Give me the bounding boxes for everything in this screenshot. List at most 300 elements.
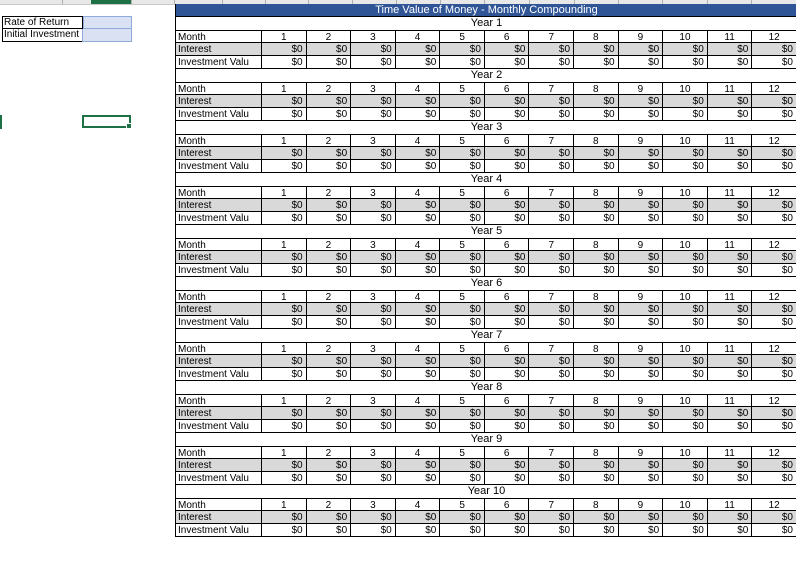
month-number-cell[interactable]: 12 bbox=[752, 342, 796, 355]
investment-value-cell[interactable]: $0 bbox=[262, 472, 307, 485]
investment-value-cell[interactable]: $0 bbox=[663, 212, 708, 225]
interest-cell[interactable]: $0 bbox=[574, 199, 619, 212]
interest-cell[interactable]: $0 bbox=[574, 303, 619, 316]
month-number-cell[interactable]: 2 bbox=[307, 134, 352, 147]
investment-value-cell[interactable]: $0 bbox=[351, 524, 396, 537]
investment-value-cell[interactable]: $0 bbox=[663, 316, 708, 329]
interest-cell[interactable]: $0 bbox=[351, 251, 396, 264]
month-number-cell[interactable]: 12 bbox=[752, 498, 796, 511]
investment-value-cell[interactable]: $0 bbox=[574, 368, 619, 381]
interest-cell[interactable]: $0 bbox=[663, 43, 708, 56]
interest-row-label[interactable]: Interest bbox=[176, 303, 262, 316]
investment-value-cell[interactable]: $0 bbox=[351, 316, 396, 329]
month-number-cell[interactable]: 1 bbox=[262, 30, 307, 43]
month-number-cell[interactable]: 12 bbox=[752, 30, 796, 43]
investment-value-cell[interactable]: $0 bbox=[307, 524, 352, 537]
month-number-cell[interactable]: 8 bbox=[574, 30, 619, 43]
interest-cell[interactable]: $0 bbox=[262, 95, 307, 108]
interest-cell[interactable]: $0 bbox=[396, 459, 441, 472]
month-number-cell[interactable]: 8 bbox=[574, 498, 619, 511]
month-number-cell[interactable]: 7 bbox=[529, 30, 574, 43]
interest-cell[interactable]: $0 bbox=[351, 355, 396, 368]
month-number-cell[interactable]: 5 bbox=[440, 30, 485, 43]
investment-value-cell[interactable]: $0 bbox=[440, 420, 485, 433]
month-number-cell[interactable]: 4 bbox=[396, 186, 441, 199]
month-number-cell[interactable]: 6 bbox=[485, 238, 530, 251]
investment-value-cell[interactable]: $0 bbox=[708, 160, 753, 173]
investment-value-cell[interactable]: $0 bbox=[529, 472, 574, 485]
month-number-cell[interactable]: 10 bbox=[663, 342, 708, 355]
month-number-cell[interactable]: 9 bbox=[619, 186, 664, 199]
interest-cell[interactable]: $0 bbox=[396, 511, 441, 524]
month-number-cell[interactable]: 5 bbox=[440, 82, 485, 95]
interest-cell[interactable]: $0 bbox=[752, 355, 796, 368]
month-number-cell[interactable]: 10 bbox=[663, 238, 708, 251]
investment-value-cell[interactable]: $0 bbox=[663, 420, 708, 433]
interest-cell[interactable]: $0 bbox=[440, 407, 485, 420]
investment-value-cell[interactable]: $0 bbox=[262, 108, 307, 121]
investment-value-cell[interactable]: $0 bbox=[396, 472, 441, 485]
month-number-cell[interactable]: 8 bbox=[574, 446, 619, 459]
month-number-cell[interactable]: 6 bbox=[485, 134, 530, 147]
investment-value-cell[interactable]: $0 bbox=[262, 264, 307, 277]
month-number-cell[interactable]: 9 bbox=[619, 394, 664, 407]
investment-value-cell[interactable]: $0 bbox=[708, 264, 753, 277]
interest-cell[interactable]: $0 bbox=[440, 147, 485, 160]
interest-cell[interactable]: $0 bbox=[708, 511, 753, 524]
investment-value-cell[interactable]: $0 bbox=[307, 316, 352, 329]
interest-cell[interactable]: $0 bbox=[663, 459, 708, 472]
investment-value-cell[interactable]: $0 bbox=[440, 108, 485, 121]
month-number-cell[interactable]: 1 bbox=[262, 134, 307, 147]
interest-cell[interactable]: $0 bbox=[351, 147, 396, 160]
month-number-cell[interactable]: 2 bbox=[307, 186, 352, 199]
interest-cell[interactable]: $0 bbox=[440, 303, 485, 316]
investment-value-cell[interactable]: $0 bbox=[574, 524, 619, 537]
interest-cell[interactable]: $0 bbox=[485, 199, 530, 212]
interest-cell[interactable]: $0 bbox=[307, 95, 352, 108]
investment-value-cell[interactable]: $0 bbox=[262, 316, 307, 329]
month-number-cell[interactable]: 6 bbox=[485, 290, 530, 303]
month-number-cell[interactable]: 3 bbox=[351, 342, 396, 355]
month-number-cell[interactable]: 5 bbox=[440, 238, 485, 251]
investment-value-cell[interactable]: $0 bbox=[752, 108, 796, 121]
interest-cell[interactable]: $0 bbox=[440, 43, 485, 56]
value-row-label[interactable]: Investment Valu bbox=[176, 264, 262, 277]
interest-cell[interactable]: $0 bbox=[529, 511, 574, 524]
month-number-cell[interactable]: 12 bbox=[752, 82, 796, 95]
investment-value-cell[interactable]: $0 bbox=[663, 108, 708, 121]
investment-value-cell[interactable]: $0 bbox=[307, 160, 352, 173]
investment-value-cell[interactable]: $0 bbox=[708, 524, 753, 537]
interest-cell[interactable]: $0 bbox=[396, 407, 441, 420]
month-number-cell[interactable]: 9 bbox=[619, 446, 664, 459]
investment-value-cell[interactable]: $0 bbox=[619, 524, 664, 537]
value-row-label[interactable]: Investment Valu bbox=[176, 160, 262, 173]
investment-input-cell[interactable] bbox=[82, 29, 132, 42]
investment-value-cell[interactable]: $0 bbox=[351, 160, 396, 173]
interest-cell[interactable]: $0 bbox=[262, 459, 307, 472]
month-number-cell[interactable]: 1 bbox=[262, 82, 307, 95]
interest-cell[interactable]: $0 bbox=[351, 303, 396, 316]
investment-value-cell[interactable]: $0 bbox=[307, 212, 352, 225]
month-number-cell[interactable]: 10 bbox=[663, 290, 708, 303]
investment-value-cell[interactable]: $0 bbox=[619, 212, 664, 225]
month-number-cell[interactable]: 10 bbox=[663, 446, 708, 459]
investment-value-cell[interactable]: $0 bbox=[351, 264, 396, 277]
month-number-cell[interactable]: 3 bbox=[351, 290, 396, 303]
interest-cell[interactable]: $0 bbox=[574, 95, 619, 108]
interest-cell[interactable]: $0 bbox=[619, 355, 664, 368]
investment-value-cell[interactable]: $0 bbox=[396, 368, 441, 381]
investment-value-cell[interactable]: $0 bbox=[574, 160, 619, 173]
month-number-cell[interactable]: 11 bbox=[708, 30, 753, 43]
investment-value-cell[interactable]: $0 bbox=[619, 160, 664, 173]
month-number-cell[interactable]: 4 bbox=[396, 394, 441, 407]
interest-cell[interactable]: $0 bbox=[574, 251, 619, 264]
investment-value-cell[interactable]: $0 bbox=[574, 108, 619, 121]
investment-value-cell[interactable]: $0 bbox=[529, 420, 574, 433]
month-number-cell[interactable]: 8 bbox=[574, 290, 619, 303]
investment-value-cell[interactable]: $0 bbox=[708, 420, 753, 433]
investment-value-cell[interactable]: $0 bbox=[663, 160, 708, 173]
month-number-cell[interactable]: 1 bbox=[262, 394, 307, 407]
investment-value-cell[interactable]: $0 bbox=[485, 108, 530, 121]
month-number-cell[interactable]: 4 bbox=[396, 134, 441, 147]
interest-cell[interactable]: $0 bbox=[485, 251, 530, 264]
investment-value-cell[interactable]: $0 bbox=[619, 368, 664, 381]
month-row-label[interactable]: Month bbox=[176, 498, 262, 511]
interest-cell[interactable]: $0 bbox=[440, 511, 485, 524]
interest-row-label[interactable]: Interest bbox=[176, 95, 262, 108]
interest-cell[interactable]: $0 bbox=[485, 459, 530, 472]
month-number-cell[interactable]: 8 bbox=[574, 82, 619, 95]
interest-cell[interactable]: $0 bbox=[574, 511, 619, 524]
interest-cell[interactable]: $0 bbox=[619, 251, 664, 264]
month-number-cell[interactable]: 3 bbox=[351, 82, 396, 95]
investment-value-cell[interactable]: $0 bbox=[351, 472, 396, 485]
investment-value-cell[interactable]: $0 bbox=[440, 368, 485, 381]
value-row-label[interactable]: Investment Valu bbox=[176, 108, 262, 121]
month-row-label[interactable]: Month bbox=[176, 30, 262, 43]
interest-cell[interactable]: $0 bbox=[708, 199, 753, 212]
interest-cell[interactable]: $0 bbox=[485, 511, 530, 524]
investment-value-cell[interactable]: $0 bbox=[574, 316, 619, 329]
investment-value-cell[interactable]: $0 bbox=[485, 160, 530, 173]
month-number-cell[interactable]: 5 bbox=[440, 498, 485, 511]
month-number-cell[interactable]: 7 bbox=[529, 134, 574, 147]
investment-value-cell[interactable]: $0 bbox=[708, 368, 753, 381]
interest-cell[interactable]: $0 bbox=[396, 251, 441, 264]
interest-cell[interactable]: $0 bbox=[307, 251, 352, 264]
investment-value-cell[interactable]: $0 bbox=[440, 472, 485, 485]
interest-cell[interactable]: $0 bbox=[708, 147, 753, 160]
month-number-cell[interactable]: 8 bbox=[574, 186, 619, 199]
investment-value-cell[interactable]: $0 bbox=[440, 56, 485, 69]
month-number-cell[interactable]: 10 bbox=[663, 82, 708, 95]
interest-cell[interactable]: $0 bbox=[619, 407, 664, 420]
interest-cell[interactable]: $0 bbox=[619, 199, 664, 212]
interest-cell[interactable]: $0 bbox=[574, 147, 619, 160]
month-number-cell[interactable]: 4 bbox=[396, 290, 441, 303]
interest-cell[interactable]: $0 bbox=[529, 95, 574, 108]
interest-row-label[interactable]: Interest bbox=[176, 147, 262, 160]
month-number-cell[interactable]: 6 bbox=[485, 186, 530, 199]
interest-cell[interactable]: $0 bbox=[663, 407, 708, 420]
interest-row-label[interactable]: Interest bbox=[176, 199, 262, 212]
investment-value-cell[interactable]: $0 bbox=[262, 420, 307, 433]
month-number-cell[interactable]: 3 bbox=[351, 446, 396, 459]
interest-cell[interactable]: $0 bbox=[485, 355, 530, 368]
month-row-label[interactable]: Month bbox=[176, 186, 262, 199]
investment-value-cell[interactable]: $0 bbox=[485, 212, 530, 225]
interest-cell[interactable]: $0 bbox=[752, 147, 796, 160]
interest-cell[interactable]: $0 bbox=[574, 355, 619, 368]
month-row-label[interactable]: Month bbox=[176, 394, 262, 407]
interest-cell[interactable]: $0 bbox=[708, 43, 753, 56]
month-number-cell[interactable]: 7 bbox=[529, 394, 574, 407]
investment-value-cell[interactable]: $0 bbox=[663, 524, 708, 537]
investment-value-cell[interactable]: $0 bbox=[485, 420, 530, 433]
month-number-cell[interactable]: 2 bbox=[307, 394, 352, 407]
value-row-label[interactable]: Investment Valu bbox=[176, 420, 262, 433]
month-row-label[interactable]: Month bbox=[176, 446, 262, 459]
month-number-cell[interactable]: 2 bbox=[307, 290, 352, 303]
interest-cell[interactable]: $0 bbox=[529, 147, 574, 160]
investment-value-cell[interactable]: $0 bbox=[752, 524, 796, 537]
investment-value-cell[interactable]: $0 bbox=[529, 524, 574, 537]
investment-value-cell[interactable]: $0 bbox=[440, 316, 485, 329]
interest-cell[interactable]: $0 bbox=[262, 147, 307, 160]
interest-cell[interactable]: $0 bbox=[708, 251, 753, 264]
month-number-cell[interactable]: 12 bbox=[752, 186, 796, 199]
interest-cell[interactable]: $0 bbox=[752, 95, 796, 108]
month-number-cell[interactable]: 12 bbox=[752, 394, 796, 407]
investment-value-cell[interactable]: $0 bbox=[485, 472, 530, 485]
investment-value-cell[interactable]: $0 bbox=[396, 316, 441, 329]
investment-value-cell[interactable]: $0 bbox=[574, 56, 619, 69]
interest-cell[interactable]: $0 bbox=[752, 459, 796, 472]
interest-cell[interactable]: $0 bbox=[752, 43, 796, 56]
investment-value-cell[interactable]: $0 bbox=[307, 472, 352, 485]
investment-value-cell[interactable]: $0 bbox=[529, 316, 574, 329]
month-number-cell[interactable]: 10 bbox=[663, 30, 708, 43]
month-number-cell[interactable]: 4 bbox=[396, 30, 441, 43]
interest-cell[interactable]: $0 bbox=[529, 199, 574, 212]
interest-cell[interactable]: $0 bbox=[396, 303, 441, 316]
investment-value-cell[interactable]: $0 bbox=[574, 264, 619, 277]
value-row-label[interactable]: Investment Valu bbox=[176, 368, 262, 381]
investment-value-cell[interactable]: $0 bbox=[307, 56, 352, 69]
investment-value-cell[interactable]: $0 bbox=[440, 160, 485, 173]
interest-cell[interactable]: $0 bbox=[262, 199, 307, 212]
investment-value-cell[interactable]: $0 bbox=[619, 264, 664, 277]
month-number-cell[interactable]: 11 bbox=[708, 498, 753, 511]
month-number-cell[interactable]: 2 bbox=[307, 30, 352, 43]
interest-cell[interactable]: $0 bbox=[351, 511, 396, 524]
interest-cell[interactable]: $0 bbox=[708, 303, 753, 316]
investment-value-cell[interactable]: $0 bbox=[529, 108, 574, 121]
interest-cell[interactable]: $0 bbox=[574, 43, 619, 56]
investment-value-cell[interactable]: $0 bbox=[708, 56, 753, 69]
month-number-cell[interactable]: 6 bbox=[485, 30, 530, 43]
month-number-cell[interactable]: 2 bbox=[307, 342, 352, 355]
month-number-cell[interactable]: 11 bbox=[708, 134, 753, 147]
value-row-label[interactable]: Investment Valu bbox=[176, 524, 262, 537]
month-number-cell[interactable]: 10 bbox=[663, 498, 708, 511]
month-number-cell[interactable]: 11 bbox=[708, 394, 753, 407]
investment-value-cell[interactable]: $0 bbox=[396, 524, 441, 537]
investment-value-cell[interactable]: $0 bbox=[663, 368, 708, 381]
investment-value-cell[interactable]: $0 bbox=[396, 212, 441, 225]
month-number-cell[interactable]: 3 bbox=[351, 30, 396, 43]
month-number-cell[interactable]: 9 bbox=[619, 30, 664, 43]
interest-cell[interactable]: $0 bbox=[619, 459, 664, 472]
interest-cell[interactable]: $0 bbox=[529, 251, 574, 264]
investment-value-cell[interactable]: $0 bbox=[307, 368, 352, 381]
month-number-cell[interactable]: 3 bbox=[351, 238, 396, 251]
month-number-cell[interactable]: 4 bbox=[396, 238, 441, 251]
month-number-cell[interactable]: 5 bbox=[440, 394, 485, 407]
interest-cell[interactable]: $0 bbox=[262, 251, 307, 264]
interest-cell[interactable]: $0 bbox=[351, 95, 396, 108]
investment-value-cell[interactable]: $0 bbox=[262, 56, 307, 69]
investment-value-cell[interactable]: $0 bbox=[619, 472, 664, 485]
investment-value-cell[interactable]: $0 bbox=[752, 264, 796, 277]
investment-value-cell[interactable]: $0 bbox=[351, 212, 396, 225]
interest-cell[interactable]: $0 bbox=[663, 355, 708, 368]
interest-row-label[interactable]: Interest bbox=[176, 251, 262, 264]
investment-value-cell[interactable]: $0 bbox=[307, 420, 352, 433]
investment-value-cell[interactable]: $0 bbox=[351, 108, 396, 121]
interest-cell[interactable]: $0 bbox=[663, 251, 708, 264]
month-number-cell[interactable]: 2 bbox=[307, 498, 352, 511]
month-number-cell[interactable]: 3 bbox=[351, 498, 396, 511]
interest-cell[interactable]: $0 bbox=[262, 511, 307, 524]
investment-value-cell[interactable]: $0 bbox=[529, 368, 574, 381]
interest-cell[interactable]: $0 bbox=[574, 407, 619, 420]
month-number-cell[interactable]: 9 bbox=[619, 134, 664, 147]
month-number-cell[interactable]: 8 bbox=[574, 342, 619, 355]
interest-cell[interactable]: $0 bbox=[574, 459, 619, 472]
interest-cell[interactable]: $0 bbox=[351, 43, 396, 56]
interest-cell[interactable]: $0 bbox=[307, 199, 352, 212]
interest-cell[interactable]: $0 bbox=[351, 459, 396, 472]
interest-cell[interactable]: $0 bbox=[663, 95, 708, 108]
investment-value-cell[interactable]: $0 bbox=[307, 264, 352, 277]
month-number-cell[interactable]: 12 bbox=[752, 446, 796, 459]
interest-cell[interactable]: $0 bbox=[440, 95, 485, 108]
month-number-cell[interactable]: 1 bbox=[262, 238, 307, 251]
interest-cell[interactable]: $0 bbox=[663, 199, 708, 212]
investment-value-cell[interactable]: $0 bbox=[396, 160, 441, 173]
month-number-cell[interactable]: 12 bbox=[752, 290, 796, 303]
month-number-cell[interactable]: 12 bbox=[752, 238, 796, 251]
investment-value-cell[interactable]: $0 bbox=[663, 472, 708, 485]
interest-cell[interactable]: $0 bbox=[396, 355, 441, 368]
month-number-cell[interactable]: 6 bbox=[485, 446, 530, 459]
investment-value-cell[interactable]: $0 bbox=[752, 56, 796, 69]
month-number-cell[interactable]: 4 bbox=[396, 342, 441, 355]
month-row-label[interactable]: Month bbox=[176, 290, 262, 303]
investment-value-cell[interactable]: $0 bbox=[262, 524, 307, 537]
interest-cell[interactable]: $0 bbox=[262, 355, 307, 368]
month-number-cell[interactable]: 9 bbox=[619, 238, 664, 251]
investment-value-cell[interactable]: $0 bbox=[529, 56, 574, 69]
investment-value-cell[interactable]: $0 bbox=[708, 212, 753, 225]
month-number-cell[interactable]: 6 bbox=[485, 82, 530, 95]
month-row-label[interactable]: Month bbox=[176, 82, 262, 95]
investment-value-cell[interactable]: $0 bbox=[619, 108, 664, 121]
interest-cell[interactable]: $0 bbox=[440, 199, 485, 212]
month-number-cell[interactable]: 11 bbox=[708, 290, 753, 303]
month-number-cell[interactable]: 11 bbox=[708, 238, 753, 251]
interest-cell[interactable]: $0 bbox=[752, 511, 796, 524]
interest-row-label[interactable]: Interest bbox=[176, 511, 262, 524]
month-number-cell[interactable]: 11 bbox=[708, 82, 753, 95]
interest-cell[interactable]: $0 bbox=[529, 43, 574, 56]
month-number-cell[interactable]: 3 bbox=[351, 134, 396, 147]
month-number-cell[interactable]: 2 bbox=[307, 446, 352, 459]
month-row-label[interactable]: Month bbox=[176, 342, 262, 355]
interest-cell[interactable]: $0 bbox=[396, 147, 441, 160]
interest-cell[interactable]: $0 bbox=[307, 459, 352, 472]
interest-cell[interactable]: $0 bbox=[307, 303, 352, 316]
investment-value-cell[interactable]: $0 bbox=[440, 264, 485, 277]
investment-value-cell[interactable]: $0 bbox=[396, 420, 441, 433]
investment-value-cell[interactable]: $0 bbox=[262, 368, 307, 381]
rate-input-cell[interactable] bbox=[83, 16, 132, 29]
month-number-cell[interactable]: 11 bbox=[708, 342, 753, 355]
month-number-cell[interactable]: 8 bbox=[574, 394, 619, 407]
interest-row-label[interactable]: Interest bbox=[176, 355, 262, 368]
investment-value-cell[interactable]: $0 bbox=[619, 56, 664, 69]
investment-value-cell[interactable]: $0 bbox=[574, 472, 619, 485]
month-row-label[interactable]: Month bbox=[176, 134, 262, 147]
investment-value-cell[interactable]: $0 bbox=[708, 108, 753, 121]
investment-value-cell[interactable]: $0 bbox=[351, 368, 396, 381]
month-number-cell[interactable]: 1 bbox=[262, 186, 307, 199]
interest-cell[interactable]: $0 bbox=[485, 147, 530, 160]
interest-cell[interactable]: $0 bbox=[307, 355, 352, 368]
month-number-cell[interactable]: 1 bbox=[262, 290, 307, 303]
month-number-cell[interactable]: 5 bbox=[440, 446, 485, 459]
interest-cell[interactable]: $0 bbox=[708, 407, 753, 420]
month-number-cell[interactable]: 7 bbox=[529, 186, 574, 199]
month-number-cell[interactable]: 5 bbox=[440, 342, 485, 355]
month-number-cell[interactable]: 4 bbox=[396, 446, 441, 459]
interest-row-label[interactable]: Interest bbox=[176, 459, 262, 472]
month-number-cell[interactable]: 6 bbox=[485, 342, 530, 355]
investment-value-cell[interactable]: $0 bbox=[574, 212, 619, 225]
interest-cell[interactable]: $0 bbox=[307, 511, 352, 524]
month-number-cell[interactable]: 7 bbox=[529, 342, 574, 355]
investment-value-cell[interactable]: $0 bbox=[351, 420, 396, 433]
month-number-cell[interactable]: 5 bbox=[440, 186, 485, 199]
interest-cell[interactable]: $0 bbox=[440, 355, 485, 368]
interest-cell[interactable]: $0 bbox=[619, 147, 664, 160]
interest-cell[interactable]: $0 bbox=[663, 303, 708, 316]
month-number-cell[interactable]: 3 bbox=[351, 394, 396, 407]
interest-cell[interactable]: $0 bbox=[663, 511, 708, 524]
month-number-cell[interactable]: 7 bbox=[529, 238, 574, 251]
month-number-cell[interactable]: 1 bbox=[262, 446, 307, 459]
month-number-cell[interactable]: 9 bbox=[619, 82, 664, 95]
month-number-cell[interactable]: 11 bbox=[708, 186, 753, 199]
month-number-cell[interactable]: 9 bbox=[619, 498, 664, 511]
interest-cell[interactable]: $0 bbox=[485, 43, 530, 56]
investment-value-cell[interactable]: $0 bbox=[752, 212, 796, 225]
